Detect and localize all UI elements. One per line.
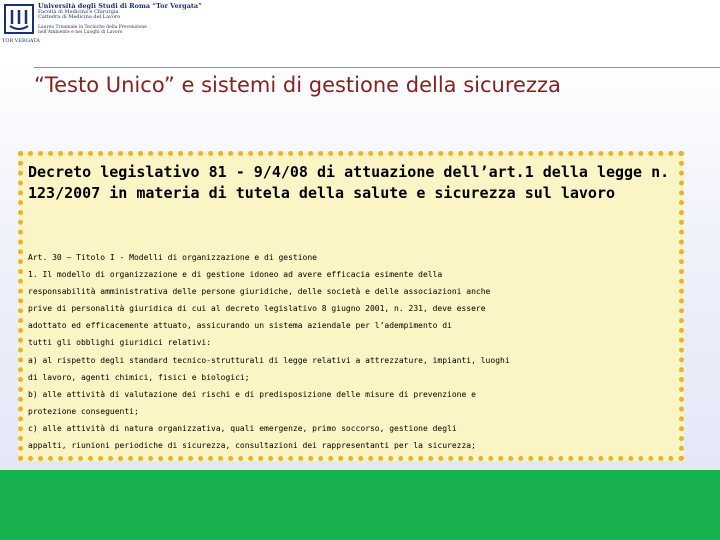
- article-line: tutti gli obblighi giuridici relativi:: [28, 338, 212, 348]
- article-line: di lavoro, agenti chimici, fisici e biologici;: [28, 372, 250, 382]
- university-name: Università degli Studi di Roma “Tor Vergata”: [38, 2, 202, 10]
- article-line: protezione conseguenti;: [28, 406, 139, 416]
- chair-name: Cattedra di Medicina del Lavoro: [38, 14, 121, 21]
- logo-caption: TOR VERGATA: [2, 38, 40, 44]
- course-line-1: Laurea Triennale in Tecniche della Prevenzione: [38, 25, 147, 31]
- article-text: [28, 249, 693, 454]
- article-line: prive di personalità giuridica di cui al decreto legislativo 8 giugno 2001, n. 231, deve essere: [28, 304, 486, 314]
- article-line: a) al rispetto degli standard tecnico-strutturali di legge relativi a attrezzature, impianti, luoghi: [28, 355, 510, 365]
- slide-title: “Testo Unico” e sistemi di gestione della sicurezza: [34, 73, 561, 97]
- university-header: [0, 0, 720, 60]
- article-line: adottato ed efficacemente attuato, assicurando un sistema aziendale per l’adempimento di: [28, 321, 452, 331]
- university-text-block: [38, 2, 202, 36]
- title-divider: [34, 67, 720, 68]
- article-line: appalti, riunioni periodiche di sicurezza, consultazioni dei rappresentanti per la sicurezza;: [28, 441, 476, 451]
- article-line: b) alle attività di valutazione dei rischi e di predisposizione delle misure di prevenzione e: [28, 389, 476, 399]
- university-logo-icon: [4, 4, 34, 34]
- article-line: c) alle attività di natura organizzativa, quali emergenze, primo soccorso, gestione degli: [28, 423, 457, 433]
- article-line: 1. Il modello di organizzazione e di gestione idoneo ad avere efficacia esimente della: [28, 270, 443, 280]
- article-line: responsabilità amministrativa delle persone giuridiche, delle società e delle associazioni anche: [28, 287, 491, 297]
- course-line-2: nell’Ambiente e nei Luoghi di Lavoro: [38, 30, 123, 36]
- footer-band: [0, 470, 720, 540]
- article-line: Art. 30 – Titolo I - Modelli di organizzazione e di gestione: [28, 253, 317, 262]
- decree-heading: Decreto legislativo 81 - 9/4/08 di attuazione dell’art.1 della legge n. 123/2007 in materia di tutela della salute e sicurezza sul lavoro: [28, 163, 670, 202]
- faculty-name: Facoltà di Medicina e Chirurgia: [38, 8, 119, 15]
